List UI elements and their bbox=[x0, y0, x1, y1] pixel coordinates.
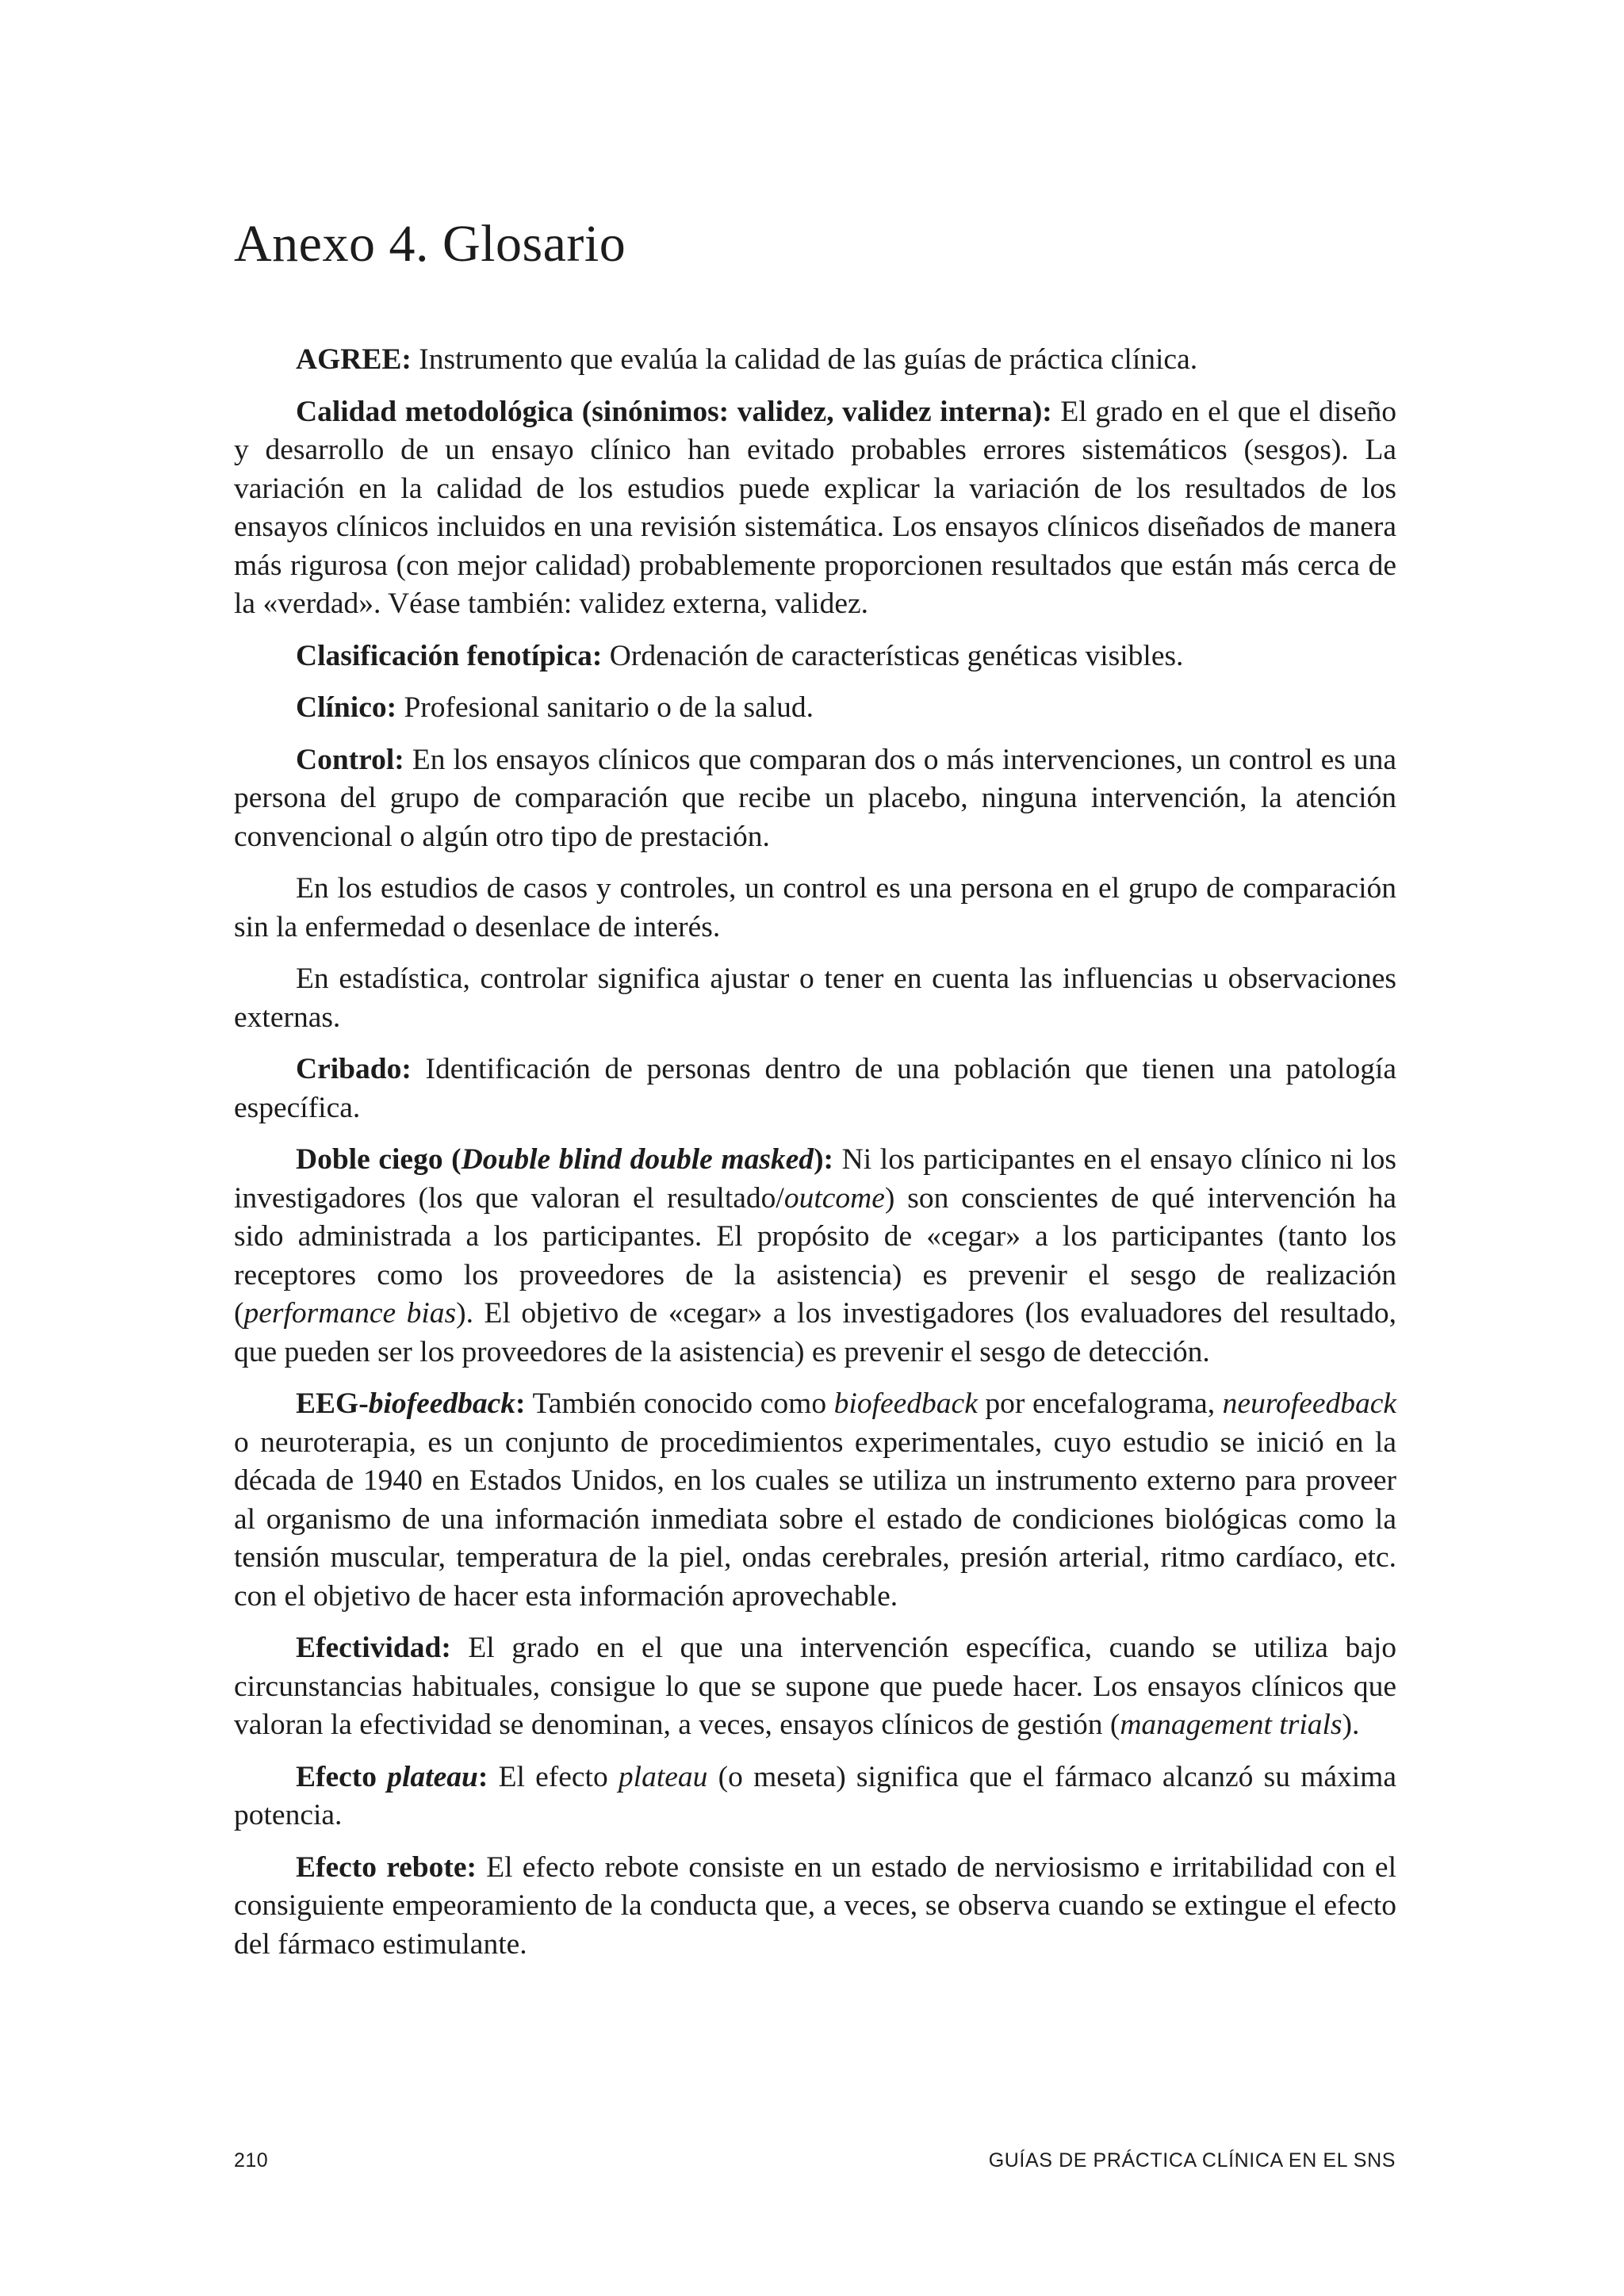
glossary-term: Calidad metodológica (sinónimos: validez, validez interna): bbox=[296, 395, 1052, 428]
glossary-definition: El efecto rebote consiste en un estado de nerviosismo e irritabilidad con el consiguiente empeoramiento de la conducta que, a veces, se observa cuando se extingue el efecto del fármaco estimulante. bbox=[234, 1850, 1396, 1961]
glossary-entry-eeg-biofeedback bbox=[234, 1385, 1396, 1616]
glossary-entry-efecto-plateau bbox=[234, 1758, 1396, 1835]
glossary-term: Efecto rebote: bbox=[296, 1850, 477, 1884]
glossary-term: Control: bbox=[296, 743, 404, 776]
glossary-definition: Identificación de personas dentro de una población que tienen una patología específica. bbox=[234, 1053, 1397, 1124]
definition-text-italic: biofeedback bbox=[833, 1387, 978, 1420]
definition-text-italic: plateau bbox=[618, 1760, 708, 1793]
glossary-paragraph-control-estadistica bbox=[234, 960, 1396, 1037]
glossary-entry-efectividad bbox=[234, 1629, 1396, 1745]
glossary-entry-agree bbox=[234, 341, 1396, 380]
glossary-entry-doble-ciego bbox=[234, 1141, 1396, 1372]
glossary-term: Clínico: bbox=[296, 691, 397, 724]
term-text: Efecto bbox=[296, 1760, 388, 1793]
glossary-paragraph-control-casos bbox=[234, 870, 1396, 947]
glossary-definition: Instrumento que evalúa la calidad de las guías de práctica clínica. bbox=[419, 343, 1198, 376]
glossary-entry-cribado bbox=[234, 1050, 1396, 1127]
definition-text-italic: management trials bbox=[1120, 1709, 1342, 1741]
definition-text: Ni los participantes en el ensayo clínico ni los investigadores (los que valoran el resultado/ bbox=[234, 1143, 1397, 1215]
definition-text: por encefalograma, bbox=[977, 1387, 1223, 1420]
definition-text-italic: outcome bbox=[783, 1181, 885, 1215]
definition-text-italic: performance bias bbox=[243, 1297, 457, 1330]
glossary-definition: En los ensayos clínicos que comparan dos o más intervenciones, un control es una persona del grupo de comparación que recibe un placebo, ninguna intervención, la atención convencional o algún otro tipo de prestación. bbox=[234, 743, 1396, 853]
page-title: Anexo 4. Glosario bbox=[234, 215, 626, 273]
glossary-definition: En estadística, controlar significa ajustar o tener en cuenta las influencias u observaciones externas. bbox=[234, 962, 1396, 1034]
definition-text: El grado en el que una intervención específica, cuando se utiliza bajo circunstancias habituales, consigue lo que se supone que puede hacer. Los ensayos clínicos que valoran la efectividad se denominan, a veces, ensayos clínicos de gestión ( bbox=[234, 1632, 1397, 1741]
term-text-italic: plateau bbox=[387, 1760, 478, 1793]
definition-text: (o meseta) significa que el fármaco alcanzó su máxima potencia. bbox=[234, 1760, 1396, 1831]
running-footer: GUÍAS DE PRÁCTICA CLÍNICA EN EL SNS bbox=[988, 2149, 1396, 2172]
glossary-term bbox=[296, 1387, 526, 1420]
glossary-term bbox=[296, 1761, 488, 1793]
glossary-term: Cribado: bbox=[296, 1053, 412, 1085]
definition-text-italic: neurofeedback bbox=[1222, 1387, 1397, 1420]
glossary-definition bbox=[234, 1387, 1396, 1613]
glossary-term: Efectividad: bbox=[296, 1632, 451, 1664]
definition-text: ) son conscientes de qué intervención ha sido administrada a los participantes. El propósito de «cegar» a los participantes (tanto los receptores como los proveedores de la asistencia) es prevenir el sesgo de realización ( bbox=[234, 1181, 1396, 1330]
glossary-entry-control bbox=[234, 741, 1396, 857]
definition-text: El efecto bbox=[498, 1760, 619, 1793]
glossary-entry-clasificacion-fenotipica bbox=[234, 637, 1396, 676]
glossary-entry-efecto-rebote bbox=[234, 1849, 1396, 1965]
glossary-definition: Ordenación de características genéticas visibles. bbox=[609, 639, 1184, 672]
glossary-definition: En los estudios de casos y controles, un control es una persona en el grupo de comparación sin la enfermedad o desenlace de interés. bbox=[234, 872, 1396, 943]
glossary-term: Clasificación fenotípica: bbox=[296, 639, 603, 672]
term-text: ): bbox=[814, 1143, 834, 1176]
glossary-term: AGREE: bbox=[296, 343, 412, 376]
page-number: 210 bbox=[234, 2149, 269, 2172]
glossary-definition bbox=[234, 1143, 1396, 1368]
glossary-definition: Profesional sanitario o de la salud. bbox=[404, 691, 814, 724]
glossary-term bbox=[296, 1143, 833, 1176]
term-text: : bbox=[515, 1387, 526, 1420]
definition-text: ). El objetivo de «cegar» a los investigadores (los evaluadores del resultado, que pueden ser los proveedores de la asistencia) es prevenir el sesgo de detección. bbox=[234, 1297, 1396, 1368]
term-text-italic: Double blind double masked bbox=[461, 1143, 814, 1176]
definition-text: ). bbox=[1342, 1709, 1360, 1741]
glossary-definition: El grado en el que el diseño y desarrollo de un ensayo clínico han evitado probables errores sistemáticos (sesgos). La variación en la calidad de los estudios puede explicar la variación de los resultados de los ensayos clínicos incluidos en una revisión sistemática. Los ensayos clínicos diseñados de manera más rigurosa (con mejor calidad) probablemente proporcionen resultados que están más cerca de la «verdad». Véase también: validez externa, validez. bbox=[234, 395, 1397, 620]
glossary-entry-calidad-metodologica bbox=[234, 393, 1396, 624]
definition-text: o neuroterapia, es un conjunto de procedimientos experimentales, cuyo estudio se inició en la década de 1940 en Estados Unidos, en los cuales se utiliza un instrumento externo para proveer al organismo de una información inmediata sobre el estado de condiciones biológicas como la tensión muscular, temperatura de la piel, ondas cerebrales, presión arterial, ritmo cardíaco, etc. con el objetivo de hacer esta información aprovechable. bbox=[234, 1425, 1396, 1613]
term-text-italic: biofeedback bbox=[368, 1387, 516, 1420]
term-text: Doble ciego ( bbox=[296, 1143, 462, 1176]
glossary-entry-clinico bbox=[234, 689, 1396, 728]
definition-text: También conocido como bbox=[532, 1387, 834, 1420]
term-text: EEG- bbox=[296, 1387, 369, 1420]
glossary bbox=[234, 341, 1396, 1977]
term-text: : bbox=[477, 1760, 488, 1793]
